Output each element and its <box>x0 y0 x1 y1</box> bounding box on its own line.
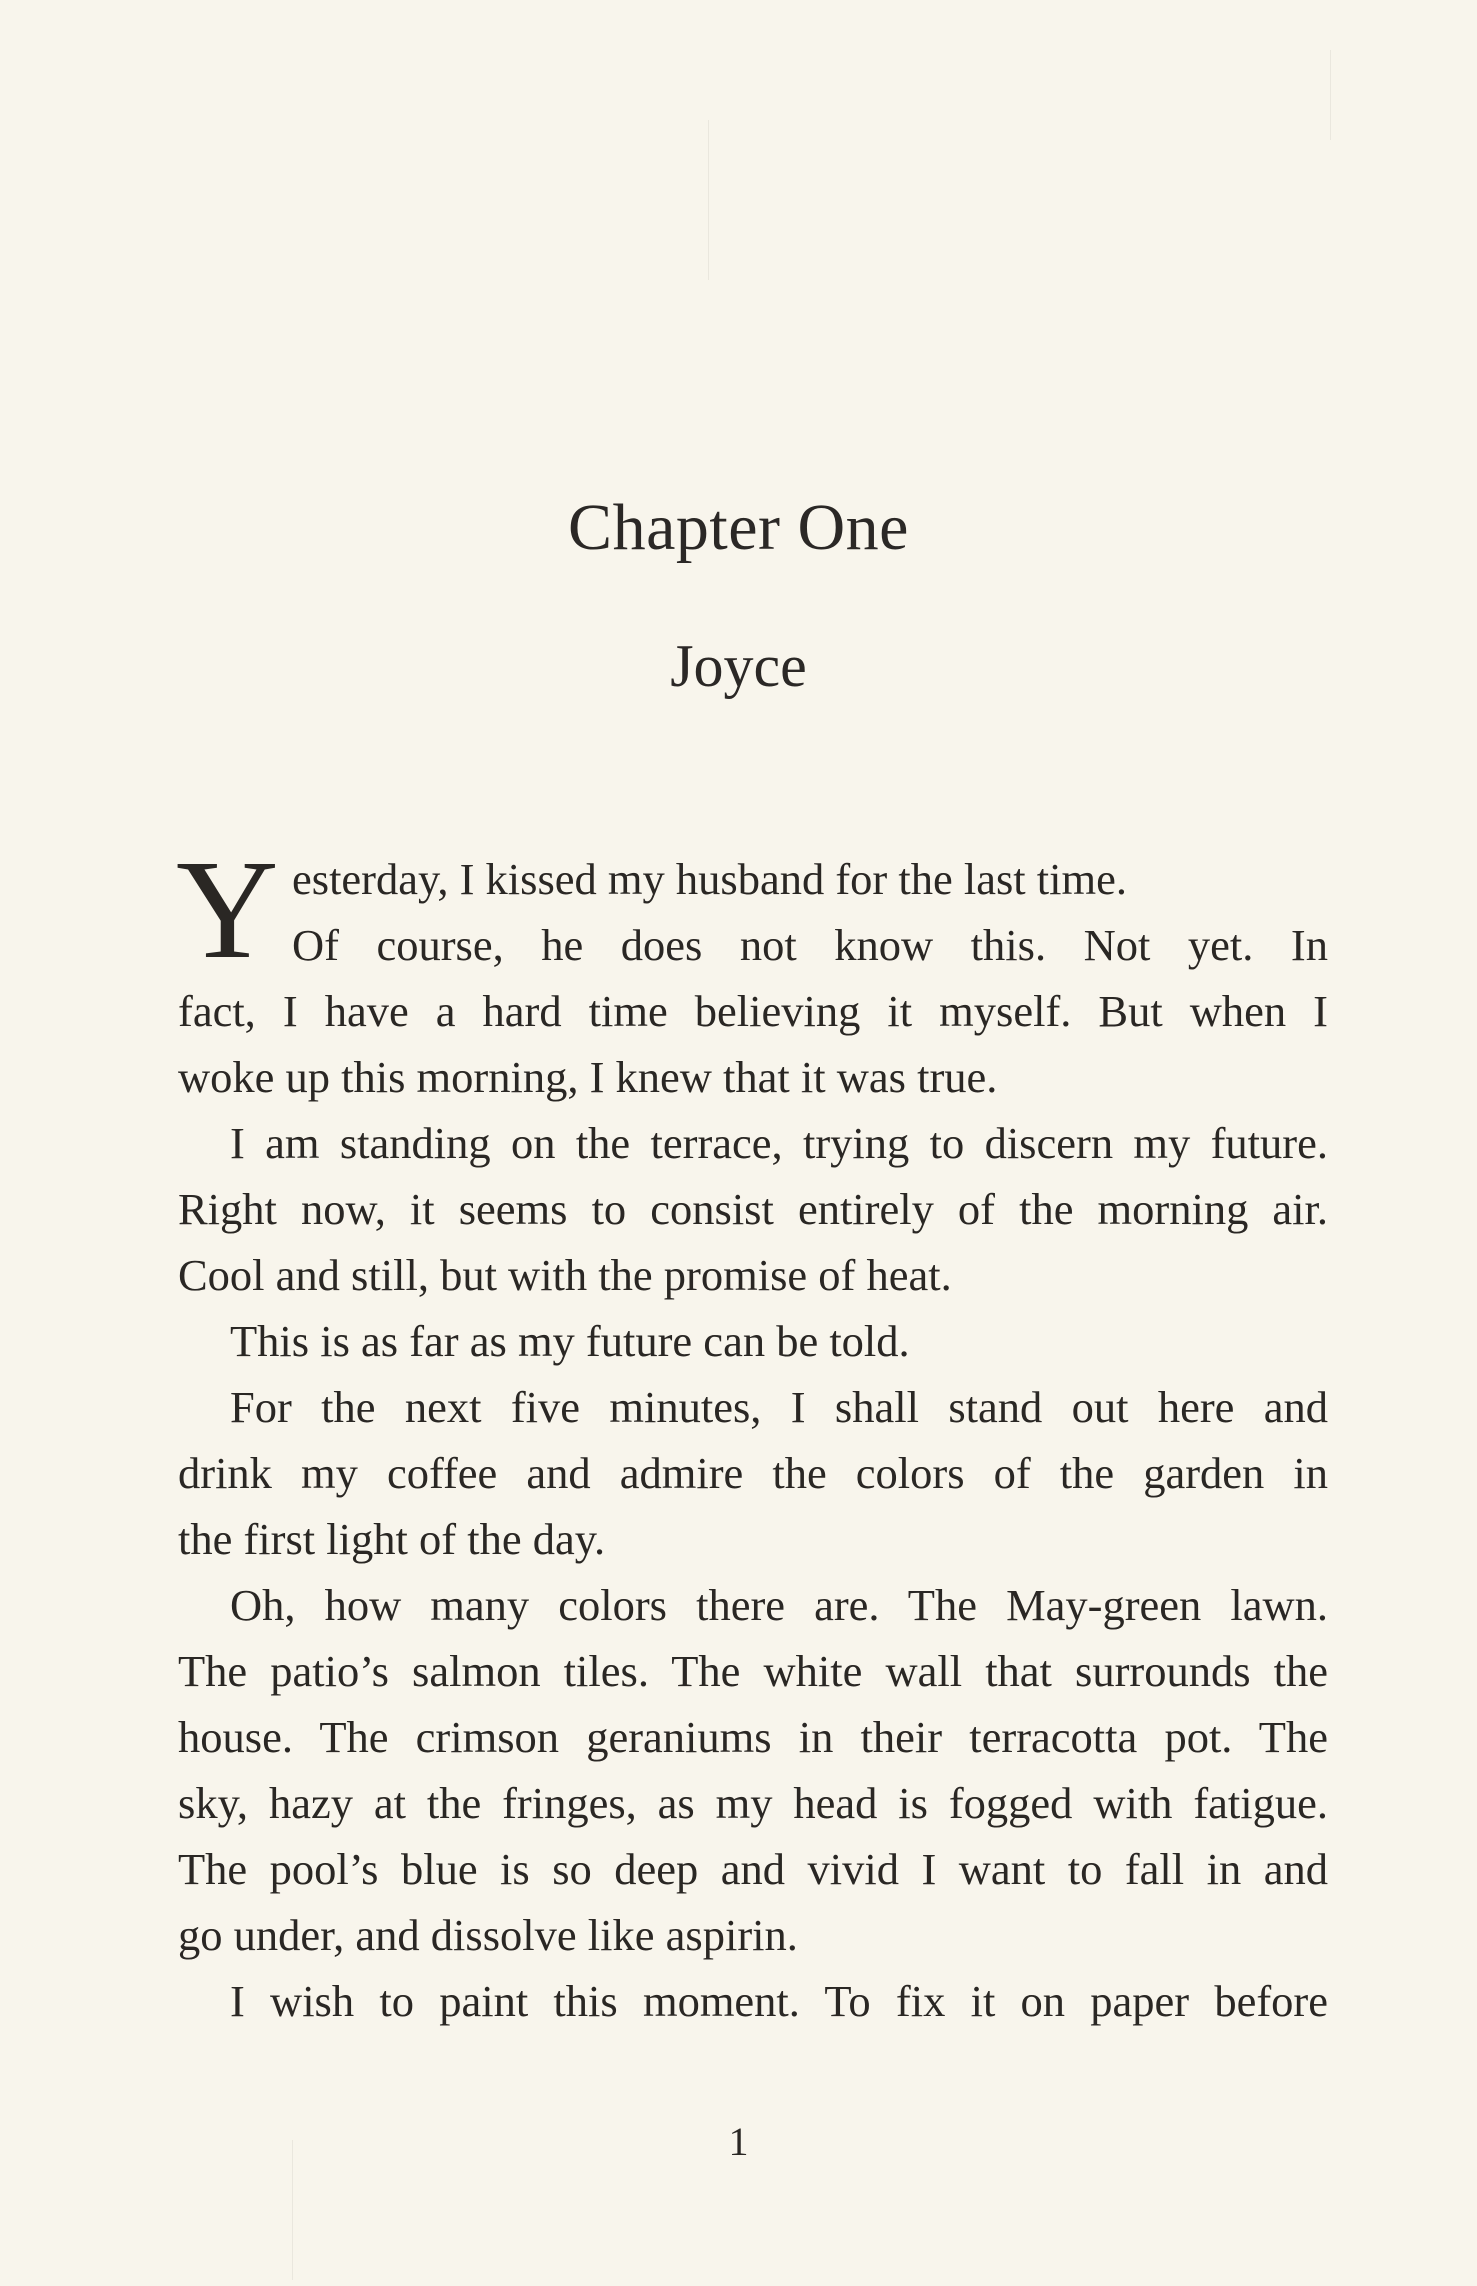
drop-cap: Y <box>176 830 279 988</box>
text-line: sky, hazy at the fringes, as my head is fogged with fatigue. <box>178 1778 1328 1828</box>
text-line: esterday, I kissed my husband for the last time. <box>292 854 1128 904</box>
chapter-narrator: Joyce <box>670 633 807 699</box>
text-line: The pool’s blue is so deep and vivid I want to fall in and <box>178 1844 1328 1894</box>
text-line: For the next five minutes, I shall stand out here and <box>230 1382 1328 1432</box>
text-line: fact, I have a hard time believing it myself. But when I <box>178 986 1328 1036</box>
chapter-title: Chapter One <box>568 491 909 564</box>
text-line: Cool and still, but with the promise of heat. <box>178 1250 952 1300</box>
text-line: woke up this morning, I knew that it was true. <box>178 1052 998 1102</box>
text-line: drink my coffee and admire the colors of the garden in <box>178 1448 1328 1498</box>
text-line: Right now, it seems to consist entirely of the morning air. <box>178 1184 1328 1234</box>
scan-artifact <box>708 120 709 280</box>
scan-artifact <box>1330 50 1331 140</box>
text-line: house. The crimson geraniums in their terracotta pot. The <box>178 1712 1328 1762</box>
text-line: the first light of the day. <box>178 1514 606 1564</box>
page-number: 1 <box>728 2119 749 2164</box>
text-line: I am standing on the terrace, trying to discern my future. <box>230 1118 1328 1168</box>
text-line: Oh, how many colors there are. The May-green lawn. <box>230 1580 1328 1630</box>
text-line: I wish to paint this moment. To fix it on paper before <box>230 1976 1328 2026</box>
text-line: The patio’s salmon tiles. The white wall that surrounds the <box>178 1646 1328 1696</box>
body-text <box>178 846 1328 2034</box>
text-line: go under, and dissolve like aspirin. <box>178 1910 798 1960</box>
text-line: Of course, he does not know this. Not yet. In <box>292 920 1328 970</box>
text-line: This is as far as my future can be told. <box>230 1316 910 1366</box>
